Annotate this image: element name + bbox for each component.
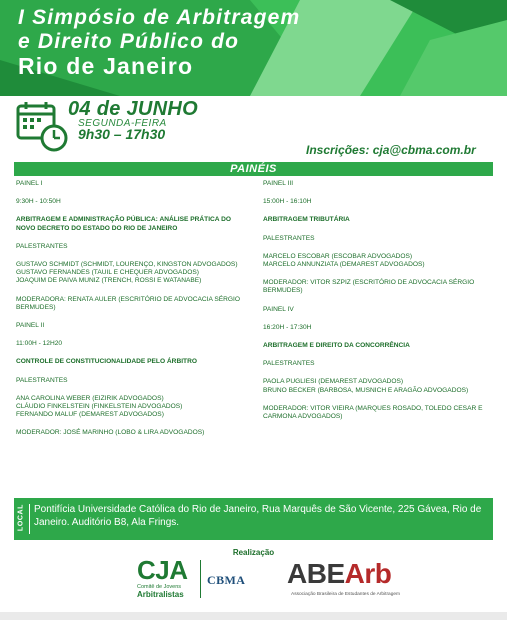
cja-logo-subtitle: Comitê de Jovens: [137, 584, 182, 590]
panels-right-column: [263, 180, 493, 421]
registration-contact: Inscrições: cja@cbma.com.br: [306, 143, 476, 157]
panel-3-speaker: MARCELO ESCOBAR (ESCOBAR ADVOGADOS): [263, 252, 413, 260]
panel-3-speaker: MARCELO ANNUNZIATA (DEMAREST ADVOGADOS): [263, 261, 425, 269]
panel-2-speaker: ANA CAROLINA WEBER (EIZIRIK ADVOGADOS): [16, 394, 164, 402]
panels-left-column: [16, 180, 248, 438]
venue-divider: [29, 504, 30, 534]
venue-tag-label: LOCAL: [17, 503, 25, 532]
panel-4-speakers-label: PALESTRANTES: [263, 360, 315, 368]
panel-2-time: 11:00H - 12H20: [16, 340, 63, 348]
abearb-logo-subtitle: Associação Brasileira de Estudantes de Arbitragem: [291, 592, 401, 597]
title-line-3: Rio de Janeiro: [18, 53, 194, 79]
calendar-clock-icon: [16, 100, 68, 152]
panel-3-title: ARBITRAGEM TRIBUTÁRIA: [263, 216, 350, 224]
event-time: 9h30 – 17h30: [78, 126, 166, 142]
panel-4-time: 16:20H - 17:30H: [263, 323, 312, 331]
venue-address: Pontifícia Universidade Católica do Rio de Janeiro, Rua Marquês de São Vicente, 225 Gávea, Rio de Janeiro. Auditório B8, Ala Frings.: [34, 504, 482, 528]
panel-2-speaker: FERNANDO MALUF (DEMAREST ADVOGADOS): [16, 411, 164, 419]
abearb-logo-mark: [287, 558, 391, 590]
venue-tag: [14, 498, 28, 540]
event-title: [18, 6, 300, 78]
panel-4-title: ARBITRAGEM E DIREITO DA CONCORRÊNCIA: [263, 342, 410, 350]
arb-text: Arb: [344, 558, 392, 589]
panel-1-speaker: GUSTAVO SCHMIDT (SCHMIDT, LOURENÇO, KINGSTON ADVOGADOS): [16, 261, 238, 269]
title-line-1: I Simpósio de Arbitragem: [18, 6, 301, 29]
panel-2-speakers-label: PALESTRANTES: [16, 376, 68, 384]
event-date: 04 de JUNHO: [68, 98, 199, 120]
cja-logo: [137, 557, 203, 605]
panel-1-title: ARBITRAGEM E ADMINISTRAÇÃO PÚBLICA: ANÁLISE PRÁTICA DO NOVO DECRETO DO ESTADO DO RIO DE JANEIRO: [16, 216, 232, 232]
bottom-strip: [0, 612, 507, 620]
organizers-label: Realização: [232, 548, 275, 557]
panel-4-moderator: MODERADOR: VITOR VIEIRA (MARQUES ROSADO, TOLEDO CESAR E CARMONA ADVOGADOS): [263, 404, 483, 421]
cja-logo-subtitle-bold: Arbitralistas: [137, 590, 184, 599]
panel-3-speakers-label: PALESTRANTES: [263, 234, 315, 242]
panel-4-speaker: PAOLA PUGLIESI (DEMAREST ADVOGADOS): [263, 378, 404, 386]
panel-1-moderator: MODERADORA: RENATA AULER (ESCRITÓRIO DE ADVOCACIA SÉRGIO BERMUDES): [16, 295, 240, 311]
cbma-logo: CBMA: [207, 573, 246, 587]
header-banner: [0, 0, 507, 96]
panel-3-time: 15:00H - 16:10H: [263, 198, 312, 206]
panel-2-moderator: MODERADOR: JOSÉ MARINHO (LOBO & LIRA ADVOGADOS): [16, 429, 205, 437]
panel-1-speakers-label: PALESTRANTES: [16, 242, 68, 250]
panel-4-speaker: BRUNO BECKER (BARBOSA, MUSNICH E ARAGÃO ADVOGADOS): [263, 386, 469, 394]
panel-3-label: PAINEL III: [263, 180, 294, 187]
panel-2-label: PAINEL II: [16, 322, 45, 330]
date-block: [16, 98, 216, 156]
abe-text: ABE: [287, 558, 345, 589]
panel-1-time: 9:30H - 10:50H: [16, 198, 61, 206]
venue-bar: [14, 498, 493, 540]
event-weekday: SEGUNDA-FEIRA: [78, 118, 167, 129]
panel-2-title: CONTROLE DE CONSTITUCIONALIDADE PELO ÁRBITRO: [16, 358, 197, 366]
abearb-logo: [287, 560, 439, 606]
logo-divider: [200, 560, 201, 598]
cja-logo-mark: CJA: [137, 555, 188, 585]
panel-1-speaker: GUSTAVO FERNANDES (TAUIL E CHEQUER ADVOGADOS): [16, 269, 199, 277]
panel-4-label: PAINEL IV: [263, 305, 294, 313]
panel-2-speaker: CLÁUDIO FINKELSTEIN (FINKELSTEIN ADVOGADOS): [16, 403, 183, 411]
panels-header-bar: [14, 162, 493, 176]
panel-3-moderator: MODERADOR: VITOR SZPIZ (ESCRITÓRIO DE ADVOCACIA SÉRGIO BERMUDES): [263, 279, 475, 295]
panel-1-speaker: JOAQUIM DE PAIVA MUNIZ (TRENCH, ROSSI E WATANABE): [16, 277, 202, 285]
panel-1-label: PAINEL I: [16, 180, 43, 187]
title-line-2: e Direito Público do: [18, 30, 240, 53]
panels-title: PAINÉIS: [230, 163, 277, 175]
